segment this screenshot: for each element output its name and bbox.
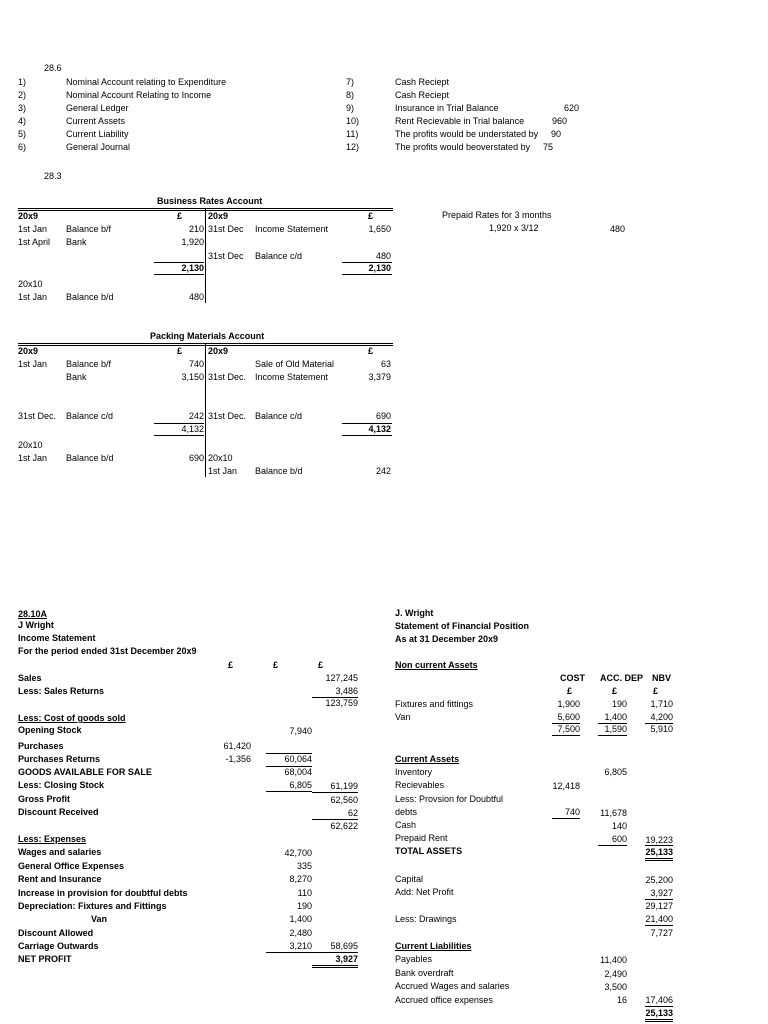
prepaid-note-value: 480 (610, 224, 626, 234)
dep-value: 190 (611, 699, 627, 709)
subtotal-rule (645, 925, 673, 926)
expense-label: Discount Allowed (18, 928, 94, 938)
line-label: Capital (395, 874, 424, 884)
column-header: ACC. DEP (600, 673, 644, 683)
year-label: 20x10 (208, 453, 233, 463)
line-label: Fixtures and fittings (395, 699, 474, 709)
total-double-rule (312, 965, 358, 966)
entry-amount: 242 (375, 466, 391, 476)
q286-num: 5) (18, 129, 27, 139)
line-value: 7,727 (650, 928, 673, 938)
question-heading: 28.10A (18, 609, 48, 619)
entry-desc: Income Statement (255, 372, 329, 382)
account-title: Business Rates Account (157, 196, 263, 206)
liability-label: Accrued office expenses (395, 995, 493, 1005)
grand-total: 25,133 (645, 1008, 673, 1018)
total-double-rule (312, 967, 358, 968)
q286-item: General Journal (66, 142, 131, 152)
expense-value: 110 (297, 888, 312, 898)
entry-desc: Bank (66, 372, 87, 382)
total-assets-label: TOTAL ASSETS (395, 846, 463, 856)
line-value: 740 (564, 807, 580, 817)
entry-desc: Balance b/f (66, 359, 112, 369)
entry-amount: 1,650 (368, 224, 391, 234)
prepaid-note-calc: 1,920 x 3/12 (489, 223, 539, 233)
liability-label: Bank overdraft (395, 968, 454, 978)
entry-desc: Balance b/d (66, 292, 114, 302)
account-title: Packing Materials Account (150, 331, 265, 341)
line-value: 6,805 (289, 780, 312, 790)
subtotal-rule (266, 952, 312, 953)
entry-desc: Balance b/f (66, 224, 112, 234)
nbv-value: 1,710 (650, 699, 673, 709)
section-label: Less: Expenses (18, 834, 87, 844)
line-value: 21,400 (645, 914, 673, 924)
line-value: 62,622 (330, 821, 358, 831)
total-double-rule (645, 858, 673, 859)
liability-value: 2,490 (604, 969, 627, 979)
pound-sign: £ (653, 686, 659, 696)
pound-sign: £ (273, 660, 279, 670)
q286-num: 9) (346, 103, 355, 113)
subtotal-rule (645, 899, 673, 900)
line-label: Cash (395, 820, 417, 830)
entry-amount: 740 (188, 359, 204, 369)
section-label: Non current Assets (395, 660, 478, 670)
entry-amount: 242 (188, 411, 204, 421)
line-label: Less: Provsion for Doubtful (395, 794, 504, 804)
ledger-divider (205, 208, 206, 303)
year-label: 20x9 (18, 346, 39, 356)
pound-sign: £ (228, 660, 234, 670)
entry-date: 1st Jan (18, 292, 48, 302)
subtotal-rule (645, 845, 673, 846)
entry-desc: Balance c/d (66, 411, 114, 421)
expense-label: Depreciation: Fixtures and Fittings (18, 901, 167, 911)
line-value: 29,127 (645, 901, 673, 911)
line-label: Less: Closing Stock (18, 780, 105, 790)
line-value: 7,940 (289, 726, 312, 736)
subtotal-rule (645, 1006, 673, 1007)
expense-value: 1,400 (289, 914, 312, 924)
entry-date: 31st Dec (208, 251, 244, 261)
liability-value: 3,500 (604, 982, 627, 992)
q286-num: 8) (346, 90, 355, 100)
account-total: 4,132 (181, 424, 204, 434)
cost-value: 5,600 (557, 712, 580, 722)
line-value: 6,805 (604, 767, 627, 777)
liability-value: 16 (616, 995, 627, 1005)
pound-sign: £ (612, 686, 618, 696)
entry-amount: 63 (380, 359, 391, 369)
line-value: -1,356 (225, 754, 251, 764)
line-value: 11,678 (600, 808, 627, 818)
line-label: GOODS AVAILABLE FOR SALE (18, 767, 152, 777)
entry-date: 1st Jan (18, 359, 48, 369)
dep-value: 1,400 (604, 712, 627, 722)
entry-date: 31st Dec. (208, 411, 247, 421)
line-value: 3,927 (650, 888, 673, 898)
expense-value: 335 (296, 861, 312, 871)
year-label: 20x10 (18, 279, 43, 289)
line-value: 127,245 (325, 673, 358, 683)
total-double-rule (342, 274, 392, 275)
expense-value: 8,270 (289, 874, 312, 884)
entry-amount: 690 (188, 453, 204, 463)
q286-item: Rent Recievable in Trial balance (395, 116, 525, 126)
entry-date: 31st Dec (208, 224, 244, 234)
line-value: 19,223 (645, 835, 673, 845)
q286-item: The profits would be understated by (395, 129, 539, 139)
q286-num: 4) (18, 116, 27, 126)
expense-value: 2,480 (289, 928, 312, 938)
q286-item: Cash Reciept (395, 77, 450, 87)
entry-amount: 3,150 (181, 372, 204, 382)
total-double-rule (342, 435, 392, 436)
subtotal-rule (552, 818, 580, 819)
pound-sign: £ (567, 686, 573, 696)
cost-value: 1,900 (557, 699, 580, 709)
business-name: J. Wright (395, 608, 434, 618)
statement-title: Statement of Financial Position (395, 621, 530, 631)
line-label: Sales (18, 673, 42, 683)
total-liabilities: 17,406 (645, 995, 673, 1005)
subtotal-rule (266, 791, 312, 792)
total-double-rule (645, 1021, 673, 1022)
statement-period: For the period ended 31st December 20x9 (18, 646, 197, 656)
q286-item: Insurance in Trial Balance (395, 103, 499, 113)
expense-value: 190 (296, 901, 312, 911)
line-value: 12,418 (552, 781, 580, 791)
line-value: 123,759 (325, 698, 358, 708)
q286-item: General Ledger (66, 103, 129, 113)
pound-sign: £ (177, 211, 183, 221)
line-value: 68,004 (284, 767, 312, 777)
q286-num: 10) (346, 116, 360, 126)
entry-amount: 690 (375, 411, 391, 421)
line-label: Recievables (395, 780, 445, 790)
line-value: 62 (347, 808, 358, 818)
net-profit-label: NET PROFIT (18, 954, 72, 964)
entry-date: 31st Dec. (18, 411, 57, 421)
entry-date: 1st Jan (18, 453, 48, 463)
subtotal-rule (312, 792, 358, 793)
year-label: 20x9 (208, 346, 229, 356)
subtotal-rule (312, 819, 358, 820)
line-value: 25,200 (645, 875, 673, 885)
line-label: Purchases Returns (18, 754, 101, 764)
total-double-rule (645, 860, 673, 861)
line-value: 62,560 (330, 795, 358, 805)
q286-value: 90 (551, 129, 562, 139)
entry-date: 1st April (18, 237, 51, 247)
line-label: Opening Stock (18, 725, 82, 735)
expense-value: 3,210 (289, 941, 312, 951)
q286-value: 960 (552, 116, 568, 126)
q286-num: 3) (18, 103, 27, 113)
entry-desc: Balance c/d (255, 251, 303, 261)
nbv-value: 4,200 (650, 712, 673, 722)
expense-label: Wages and salaries (18, 847, 102, 857)
expense-value: 42,700 (284, 848, 312, 858)
total-double-rule (154, 274, 204, 275)
q286-num: 1) (18, 77, 27, 87)
line-label: Van (395, 712, 411, 722)
year-label: 20x9 (208, 211, 229, 221)
line-value: 3,486 (335, 686, 358, 696)
q286-heading: 28.6 (44, 63, 62, 73)
account-total: 2,130 (368, 263, 391, 273)
statement-title: Income Statement (18, 633, 96, 643)
statement-date: As at 31 December 20x9 (395, 634, 499, 644)
line-label: Less: Sales Returns (18, 686, 105, 696)
line-label: Gross Profit (18, 794, 71, 804)
line-value: 600 (611, 834, 627, 844)
subtotal-rule (552, 735, 580, 736)
prepaid-note-title: Prepaid Rates for 3 months (442, 210, 552, 220)
line-label: Add: Net Profit (395, 887, 454, 897)
entry-date: 31st Dec. (208, 372, 247, 382)
pound-sign: £ (318, 660, 324, 670)
liability-value: 11,400 (600, 955, 627, 965)
entry-amount: 1,920 (181, 237, 204, 247)
line-value: 61,420 (223, 741, 251, 751)
line-label: Less: Drawings (395, 914, 457, 924)
q286-item: Cash Reciept (395, 90, 450, 100)
pound-sign: £ (177, 346, 183, 356)
q286-item: Current Liability (66, 129, 129, 139)
entry-amount: 480 (375, 251, 391, 261)
q286-value: 75 (543, 142, 554, 152)
q286-num: 7) (346, 77, 355, 87)
subtotal-rule (312, 952, 358, 953)
line-label: Purchases (18, 741, 64, 751)
business-name: J Wright (18, 620, 54, 630)
liability-label: Payables (395, 954, 433, 964)
entry-amount: 480 (188, 292, 204, 302)
dep-value: 1,590 (604, 724, 627, 734)
line-value: 140 (611, 821, 627, 831)
section-label: Current Assets (395, 754, 460, 764)
section-label: Less: Cost of goods sold (18, 713, 126, 723)
subtotal-rule (598, 735, 627, 736)
q286-num: 11) (346, 129, 359, 139)
expense-label: General Office Expenses (18, 861, 125, 871)
q286-item: Current Assets (66, 116, 126, 126)
account-total: 2,130 (181, 263, 204, 273)
expense-label: Carriage Outwards (18, 941, 99, 951)
q286-num: 6) (18, 142, 27, 152)
q283-heading: 28.3 (44, 171, 62, 181)
account-total: 4,132 (368, 424, 391, 434)
section-label: Current Liabilities (395, 941, 472, 951)
year-label: 20x10 (18, 440, 43, 450)
q286-item: Nominal Account relating to Expenditure (66, 77, 227, 87)
expense-label: Van (91, 914, 108, 924)
q286-item: The profits would beoverstated by (395, 142, 531, 152)
line-value: 61,199 (330, 781, 358, 791)
expense-label: Increase in provision for doubtful debts (18, 888, 188, 898)
column-header: NBV (652, 673, 672, 683)
column-header: COST (560, 673, 586, 683)
q286-item: Nominal Account Relating to Income (66, 90, 212, 100)
liability-label: Accrued Wages and salaries (395, 981, 510, 991)
cost-value: 7,500 (557, 724, 580, 734)
net-profit-value: 3,927 (335, 954, 358, 964)
total-expenses: 58,695 (330, 941, 358, 951)
total-double-rule (154, 435, 204, 436)
entry-date: 1st Jan (18, 224, 48, 234)
total-assets-value: 25,133 (645, 847, 673, 857)
entry-desc: Bank (66, 237, 87, 247)
entry-desc: Balance c/d (255, 411, 303, 421)
year-label: 20x9 (18, 211, 39, 221)
q286-value: 620 (564, 103, 580, 113)
entry-desc: Sale of Old Material (255, 359, 335, 369)
line-label: Inventory (395, 767, 433, 777)
q286-num: 2) (18, 90, 27, 100)
entry-desc: Income Statement (255, 224, 329, 234)
expense-label: Rent and Insurance (18, 874, 102, 884)
entry-desc: Balance b/d (66, 453, 114, 463)
entry-date: 1st Jan (208, 466, 238, 476)
line-label: debts (395, 807, 418, 817)
pound-sign: £ (368, 346, 374, 356)
line-label: Discount Received (18, 807, 99, 817)
nbv-value: 5,910 (650, 724, 673, 734)
entry-desc: Balance b/d (255, 466, 303, 476)
ledger-divider (205, 343, 206, 477)
entry-amount: 3,379 (368, 372, 391, 382)
total-double-rule (645, 1019, 673, 1020)
subtotal-rule (598, 845, 627, 846)
entry-amount: 210 (188, 224, 204, 234)
line-value: 60,064 (284, 754, 312, 764)
pound-sign: £ (368, 211, 374, 221)
q286-num: 12) (346, 142, 360, 152)
line-label: Prepaid Rent (395, 833, 448, 843)
